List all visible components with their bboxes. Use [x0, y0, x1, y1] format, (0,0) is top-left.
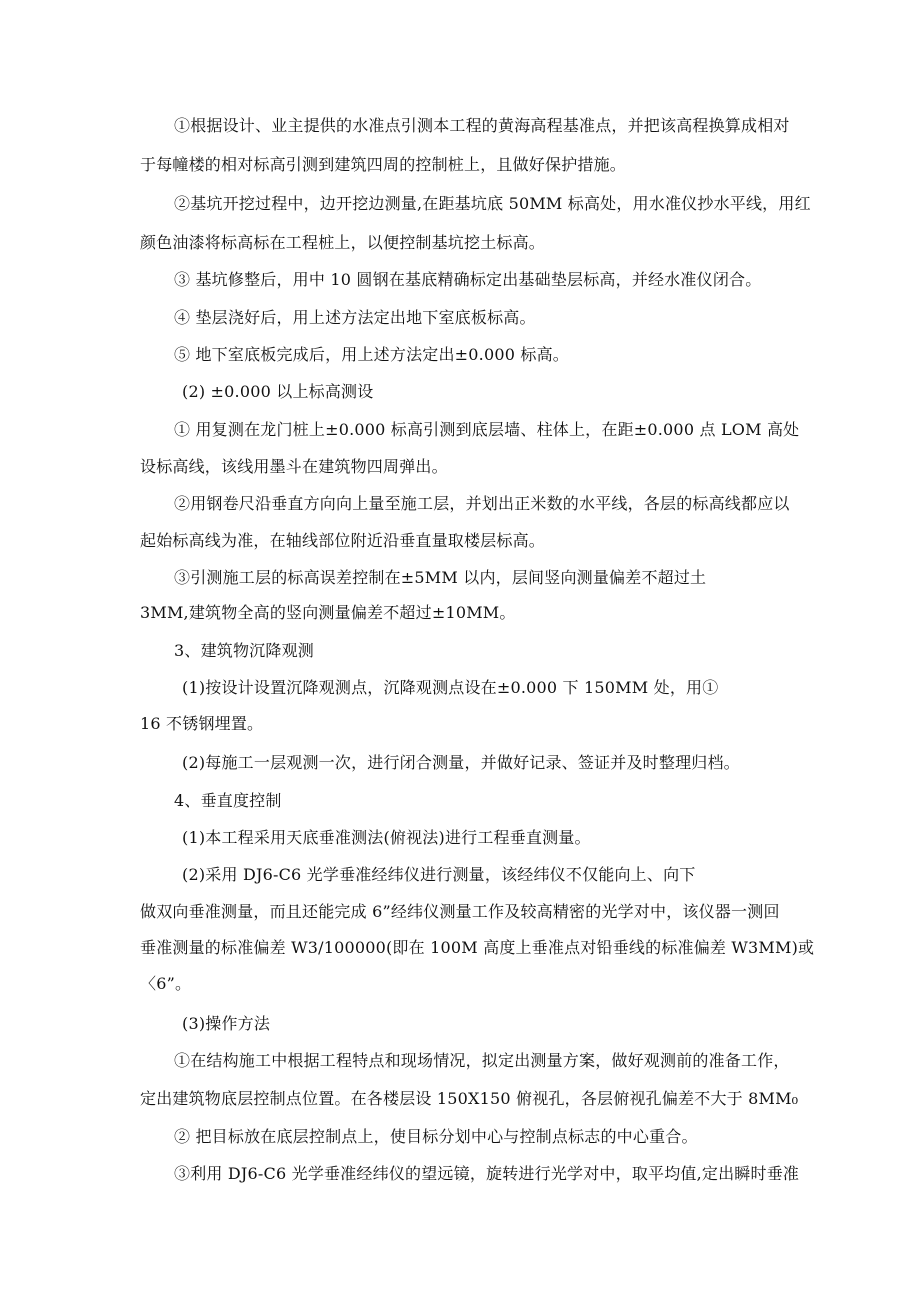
paragraph-line: ① 用复测在龙门桩上±0.000 标高引测到底层墙、柱体上，在距±0.000 点 LOM 高处	[174, 420, 800, 439]
paragraph-line: (1)本工程采用天底垂准测法(俯视法)进行工程垂直测量。	[182, 828, 591, 847]
paragraph-line: ④ 垫层浇好后，用上述方法定出地下室底板标高。	[174, 308, 536, 327]
paragraph-line: ② 把目标放在底层控制点上，使目标分划中心与控制点标志的中心重合。	[174, 1127, 698, 1146]
paragraph-line: ②用钢卷尺沿垂直方向向上量至施工层，并划出正米数的水平线，各层的标高线都应以	[174, 494, 790, 513]
paragraph-line: 起始标高线为准，在轴线部位附近沿垂直量取楼层标高。	[140, 531, 546, 550]
paragraph-line: 定出建筑物底层控制点位置。在各楼层设 150X150 俯视孔，各层俯视孔偏差不大于 8MM₀	[140, 1089, 799, 1108]
paragraph-line: ②基坑开挖过程中，边开挖边测量,在距基坑底 50MM 标高处，用水准仪抄水平线，用红	[174, 194, 811, 213]
paragraph-line: ①在结构施工中根据工程特点和现场情况，拟定出测量方案，做好观测前的准备工作，	[174, 1051, 790, 1070]
paragraph-line: 于每幢楼的相对标高引测到建筑四周的控制桩上，且做好保护措施。	[140, 155, 627, 174]
paragraph-line: ③引测施工层的标高误差控制在±5MM 以内，层间竖向测量偏差不超过土	[174, 568, 707, 587]
paragraph-line: 〈6”。	[140, 974, 192, 993]
section-heading: 3、建筑物沉降观测	[174, 641, 314, 660]
paragraph-line: ①根据设计、业主提供的水准点引测本工程的黄海高程基准点，并把该高程换算成相对	[174, 116, 790, 135]
paragraph-line: 垂准测量的标准偏差 W3/100000(即在 100M 高度上垂准点对铅垂线的标准偏差 W3MM)或	[140, 938, 815, 957]
section-heading: (2) ±0.000 以上标高测设	[182, 382, 374, 401]
paragraph-line: 设标高线，该线用墨斗在建筑物四周弹出。	[140, 457, 448, 476]
paragraph-line: (1)按设计设置沉降观测点，沉降观测点设在±0.000 下 150MM 处，用①	[182, 678, 719, 697]
paragraph-line: (2)采用 DJ6-C6 光学垂准经纬仪进行测量，该经纬仪不仅能向上、向下	[182, 865, 696, 884]
section-heading: 4、垂直度控制	[174, 791, 282, 810]
paragraph-line: 16 不锈钢埋置。	[140, 714, 264, 733]
paragraph-line: ③ 基坑修整后，用中 10 圆钢在基底精确标定出基础垫层标高，并经水准仪闭合。	[174, 270, 762, 289]
section-heading: (3)操作方法	[182, 1014, 271, 1033]
paragraph-line: (2)每施工一层观测一次，进行闭合测量，并做好记录、签证并及时整理归档。	[182, 753, 740, 772]
paragraph-line: ③利用 DJ6-C6 光学垂准经纬仪的望远镜，旋转进行光学对中，取平均值,定出瞬时垂准	[174, 1164, 800, 1183]
paragraph-line: ⑤ 地下室底板完成后，用上述方法定出±0.000 标高。	[174, 345, 569, 364]
paragraph-line: 颜色油漆将标高标在工程桩上，以便控制基坑挖土标高。	[140, 233, 546, 252]
paragraph-line: 3MM,建筑物全高的竖向测量偏差不超过±10MM。	[140, 603, 516, 622]
paragraph-line: 做双向垂准测量，而且还能完成 6”经纬仪测量工作及较高精密的光学对中，该仪器一测回	[140, 902, 780, 921]
